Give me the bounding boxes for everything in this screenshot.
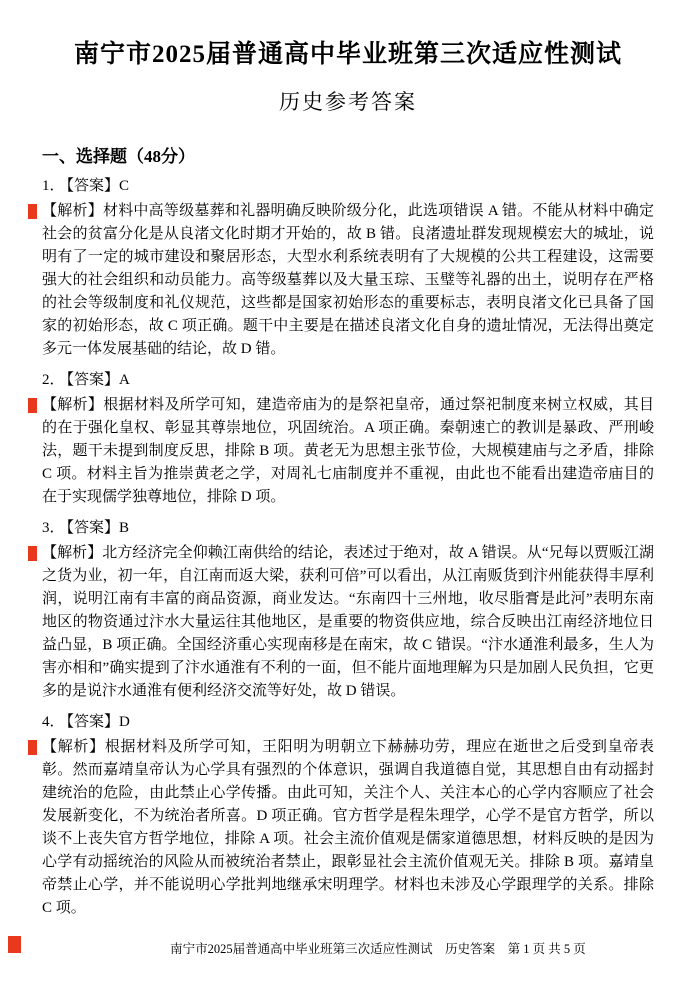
question-block-4	[42, 711, 654, 920]
question-block-2	[42, 369, 654, 509]
question-block-3	[42, 517, 654, 703]
document-title: 南宁市2025届普通高中毕业班第三次适应性测试	[73, 41, 622, 68]
answer-line	[42, 175, 654, 198]
question-number: 3．	[42, 520, 65, 536]
answer-label: 【答案】	[66, 520, 120, 536]
analysis-paragraph	[42, 542, 654, 703]
answer-value: C	[119, 178, 130, 194]
page-footer: 南宁市2025届普通高中毕业班第三次适应性测试 历史答案 第 1 页 共 5 页	[170, 942, 586, 956]
question-number: 1．	[42, 178, 65, 194]
question-number: 2．	[42, 372, 65, 388]
answer-value: B	[119, 520, 130, 536]
analysis-text: 根据材料及所学可知，王阳明为明朝立下赫赫功劳，理应在逝世之后受到皇帝表彰。然而嘉靖皇帝认为心学具有强烈的个体意识，强调自我道德自觉，其思想自由有动摇封建统治的危险，由此禁止心学传播。由此可知，关注个人、关注本心的心学内容顺应了社会发展新变化，不为统治者所喜。D 项正确。官方哲学是程朱理学，心学不是官方哲学，所以谈不上丧失官方哲学地位，排除 A 项。社会主流价值观是儒家道德思想，材料反映的是因为心学有动摇统治的风险从而被统治者禁止，跟彰显社会主流价值观无关。排除 B 项。嘉靖皇帝禁止心学，并不能说明心学批判地继承宋明理学。材料也未涉及心学跟理学的关系。排除 C 项。	[42, 739, 654, 916]
red-highlight-marker	[28, 740, 37, 755]
answer-label: 【答案】	[66, 372, 120, 388]
answer-label: 【答案】	[66, 178, 120, 194]
section-heading: 一、选择题（48分）	[42, 147, 195, 166]
question-block-1	[42, 175, 654, 361]
red-highlight-marker	[28, 204, 37, 219]
analysis-label: 【解析】	[42, 203, 103, 219]
answer-line	[42, 517, 654, 540]
document-subtitle: 历史参考答案	[279, 90, 417, 114]
analysis-text: 材料中高等级墓葬和礼器明确反映阶级分化，此选项错误 A 错。不能从材料中确定社会的贫富分化是从良渚文化时期才开始的，故 B 错。良渚遗址群发现规模宏大的城址，说明有了一定的城市建设和聚居形态，大型水利系统表明有了大规模的公共工程建设，这需要强大的社会组织和动员能力。高等级墓葬以及大量玉琮、玉璧等礼器的出土，说明存在严格的社会等级制度和礼仪规范，这些都是国家初始形态的重要标志，表明良渚文化已具备了国家的初始形态，故 C 项正确。题干中主要是在描述良渚文化自身的遗址情况，无法得出奠定多元一体发展基础的结论，故 D 错。	[42, 203, 654, 357]
analysis-paragraph	[42, 200, 654, 361]
analysis-text: 北方经济完全仰赖江南供给的结论，表述过于绝对，故 A 错误。从“兄每以贾贩江湖之货为业，初一年，自江南而返大梁，获利可倍”可以看出，从江南贩货到汴州能获得丰厚利润，说明江南有丰富的商品资源，商业发达。“东南四十三州地，收尽脂膏是此河”表明东南地区的物资通过汴水大量运往其他地区，是重要的物资供应地，综合反映出江南经济地位日益凸显，B 项正确。全国经济重心实现南移是在南宋，故 C 错误。“汴水通淮利最多，生人为害亦相和”确实提到了汴水通淮有不利的一面，但不能片面地理解为只是加剧人民负担，它更多的是说汴水通淮有便利经济交流等好处，故 D 错误。	[42, 545, 654, 699]
red-highlight-marker	[28, 398, 37, 413]
analysis-label: 【解析】	[42, 545, 103, 561]
answer-value: A	[119, 372, 130, 388]
question-number: 4．	[42, 714, 65, 730]
analysis-label: 【解析】	[42, 739, 105, 755]
analysis-paragraph	[42, 736, 654, 920]
analysis-label: 【解析】	[42, 397, 104, 413]
analysis-paragraph	[42, 394, 654, 509]
answer-label: 【答案】	[66, 714, 120, 730]
answer-line	[42, 711, 654, 734]
red-highlight-marker	[28, 546, 37, 561]
analysis-text: 根据材料及所学可知，建造帝庙为的是祭祀皇帝，通过祭祀制度来树立权威，其目的在于强化皇权、彰显其尊崇地位，巩固统治。A 项正确。秦朝速亡的教训是暴政、严刑峻法，题干未提到制度反思，排除 B 项。黄老无为思想主张节俭，大规模建庙与之矛盾，排除 C 项。材料主旨为推崇黄老之学，对周礼七庙制度并不重视，由此也不能看出建造帝庙目的在于实现儒学独尊地位，排除 D 项。	[42, 397, 654, 505]
answer-line	[42, 369, 654, 392]
answer-value: D	[119, 714, 130, 730]
